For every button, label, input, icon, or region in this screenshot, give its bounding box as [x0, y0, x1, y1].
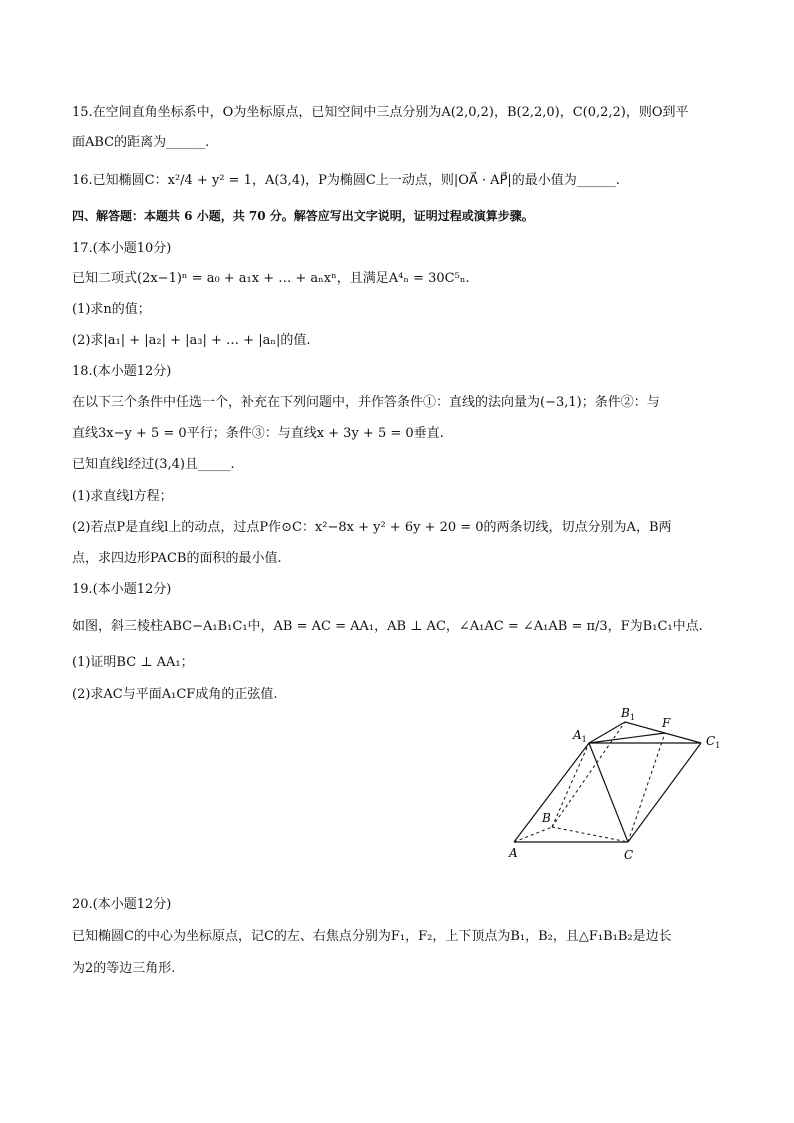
edge-a1-b1: [589, 722, 625, 743]
q18-heading: 18.(本小题12分): [72, 364, 172, 379]
label-a1: $A_1$: [573, 728, 587, 744]
section-4-heading: 四、解答题：本题共 6 小题，共 70 分。解答应写出文字说明，证明过程或演算步骤。: [72, 209, 534, 223]
edge-a1-a: [514, 743, 589, 842]
edge-b-b1: [552, 722, 625, 827]
q17-heading: 17.(本小题10分): [72, 241, 172, 256]
edge-c-f: [628, 733, 665, 842]
q19-part2: (2)求AC与平面A₁CF成角的正弦值.: [72, 687, 278, 702]
q19-heading: 19.(本小题12分): [72, 582, 172, 597]
q19-part1: (1)证明BC ⊥ AA₁；: [72, 655, 194, 670]
q16-text: 16.已知椭圆C：x²/4 + y² = 1，A(3,4)，P为椭圆C上一动点，则|OA⃗ · AP⃗|的最小值为______.: [72, 173, 620, 188]
q17-text: 已知二项式(2x−1)ⁿ = a₀ + a₁x + … + aₙxⁿ，且满足A⁴ₙ = 30C⁵ₙ.: [72, 271, 470, 286]
q18-part2-line2: 点，求四边形PACB的面积的最小值.: [72, 551, 282, 566]
label-a: A: [509, 846, 518, 860]
edge-a1-c: [589, 743, 628, 842]
q20-heading: 20.(本小题12分): [72, 897, 172, 912]
q20-text-line2: 为2的等边三角形.: [72, 961, 176, 976]
q19-text: 如图，斜三棱柱ABC−A₁B₁C₁中，AB = AC = AA₁，AB ⊥ AC，∠A₁AC = ∠A₁AB = π/3，F为B₁C₁中点.: [72, 619, 703, 634]
q15-text-line1: 15.在空间直角坐标系中，O为坐标原点，已知空间中三点分别为A(2,0,2)，B(2,2,0)，C(0,2,2)，则O到平: [72, 105, 689, 120]
edge-c1-c: [628, 743, 701, 842]
q18-text-line1: 在以下三个条件中任选一个，补充在下列问题中，并作答条件①：直线的法向量为(−3,1)；条件②：与: [72, 395, 660, 410]
q20-text-line1: 已知椭圆C的中心为坐标原点，记C的左、右焦点分别为F₁，F₂，上下顶点为B₁，B₂，且△F₁B₁B₂是边长: [72, 929, 672, 944]
prism-figure: [500, 700, 740, 870]
q15-text-line2: 面ABC的距离为______.: [72, 135, 210, 150]
prism-diagram: [500, 700, 740, 870]
q17-part2: (2)求|a₁| + |a₂| + |a₃| + … + |aₙ|的值.: [72, 333, 311, 348]
q18-part2-line1: (2)若点P是直线l上的动点，过点P作⊙C：x²−8x + y² + 6y + 20 = 0的两条切线，切点分别为A，B两: [72, 520, 672, 535]
q18-text-line2: 直线3x−y + 5 = 0平行；条件③：与直线x + 3y + 5 = 0垂直.: [72, 426, 444, 441]
label-b1: $B_1$: [621, 706, 635, 722]
label-b: B: [542, 811, 551, 825]
label-c: C: [624, 848, 634, 862]
q18-part1: (1)求直线l方程；: [72, 489, 173, 504]
q18-text-line3: 已知直线l经过(3,4)且_____.: [72, 457, 235, 472]
q17-part1: (1)求n的值；: [72, 302, 151, 317]
edge-b-c: [552, 827, 628, 842]
label-c1: $C_1$: [706, 734, 721, 750]
label-f: F: [662, 716, 671, 730]
edge-a1-f: [589, 733, 665, 743]
